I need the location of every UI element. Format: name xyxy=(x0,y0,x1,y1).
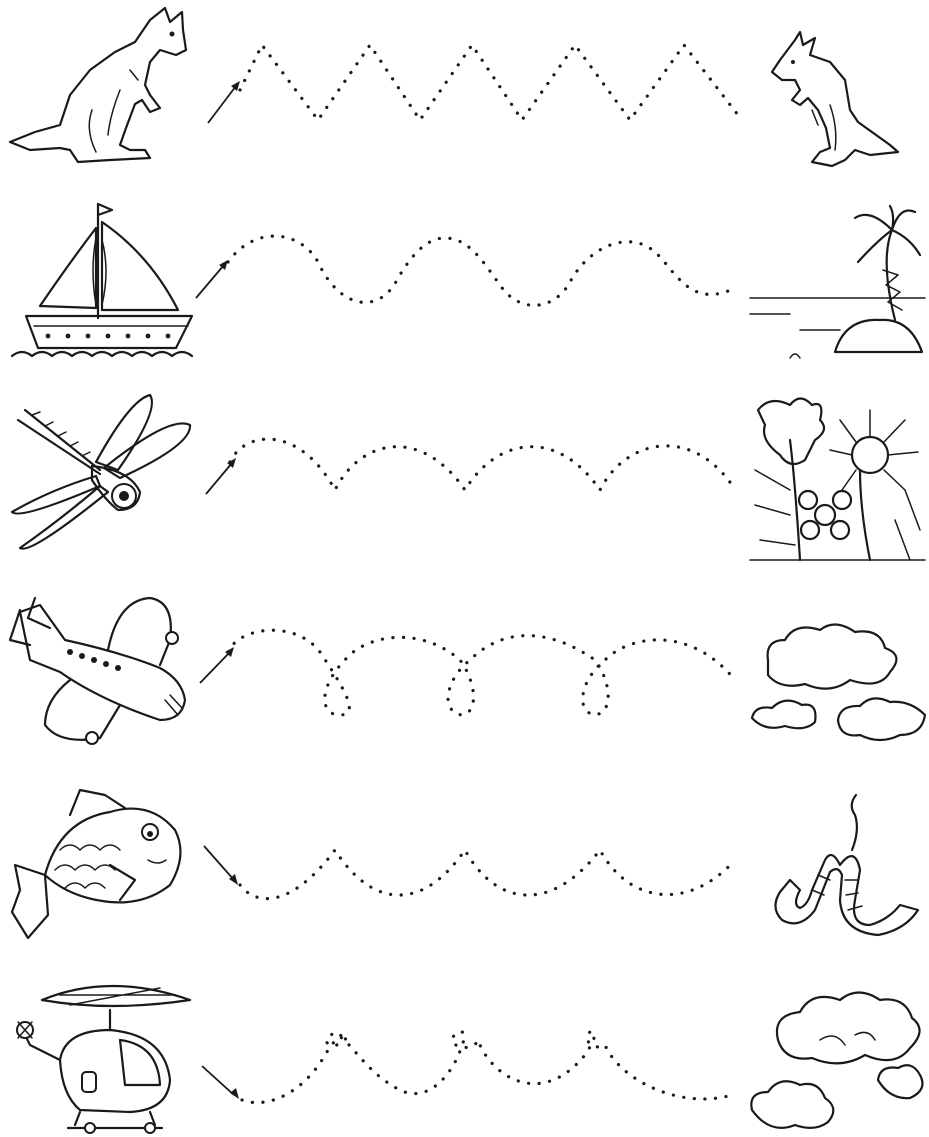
start-arrow xyxy=(204,846,238,885)
start-arrow xyxy=(196,260,228,298)
fish-icon xyxy=(12,790,180,938)
sailboat-icon xyxy=(12,204,192,356)
clouds-icon xyxy=(752,624,925,740)
island-icon xyxy=(750,206,925,358)
baby-kangaroo-icon xyxy=(772,32,898,166)
start-arrow xyxy=(200,647,234,683)
helicopter-icon xyxy=(17,986,190,1133)
clouds-icon xyxy=(751,993,922,1128)
kangaroo-icon xyxy=(10,8,186,162)
worm-icon xyxy=(775,795,918,935)
airplane-icon xyxy=(10,598,185,744)
trace-path-loops-above[interactable] xyxy=(242,1032,732,1103)
flowers-icon xyxy=(750,399,925,561)
start-arrow xyxy=(206,458,236,494)
start-arrow xyxy=(208,81,240,123)
trace-path-zigzag[interactable] xyxy=(240,45,738,120)
trace-path-loops-below[interactable] xyxy=(228,630,735,715)
start-arrow xyxy=(202,1066,239,1099)
trace-path-waves[interactable] xyxy=(228,236,735,305)
trace-path-scallops[interactable] xyxy=(240,850,735,899)
dragonfly-icon xyxy=(12,395,190,549)
trace-path-arches[interactable] xyxy=(230,439,732,490)
